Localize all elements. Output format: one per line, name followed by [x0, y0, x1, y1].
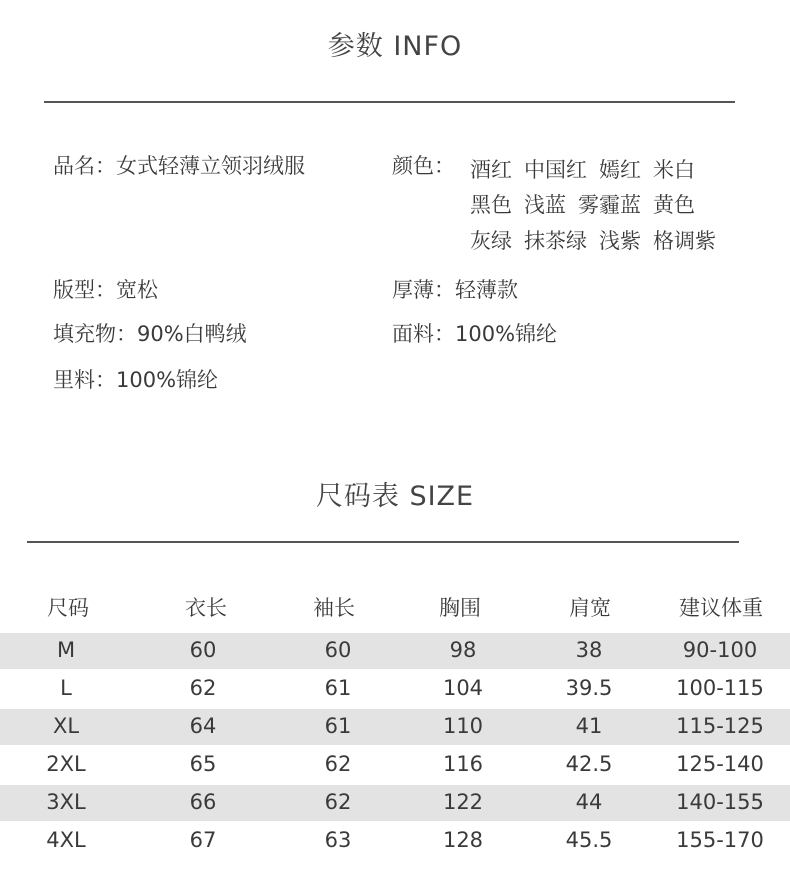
table-row-stripe [0, 785, 790, 821]
table-cell-size: 4XL [46, 828, 86, 852]
info-divider [44, 101, 735, 103]
color-item: 雾霾蓝 [578, 193, 641, 217]
spec-lining-value: 100%锦纶 [116, 368, 219, 392]
size-header-weight: 建议体重 [679, 596, 763, 620]
spec-filling [53, 316, 247, 352]
table-cell-shoulder: 38 [575, 638, 603, 662]
size-title: 尺码表 SIZE [315, 481, 475, 512]
color-item: 黑色 [470, 193, 512, 217]
color-item: 浅紫 [599, 229, 641, 253]
size-header-size: 尺码 [47, 596, 89, 620]
spec-name-label: 品名： [53, 154, 116, 178]
spec-fit-value: 宽松 [116, 278, 158, 302]
table-cell-size: L [60, 676, 72, 700]
table-cell-shoulder: 45.5 [565, 828, 613, 852]
spec-thickness-label: 厚薄： [392, 278, 455, 302]
table-cell-chest: 104 [442, 676, 484, 700]
spec-fabric-value: 100%锦纶 [455, 322, 558, 346]
table-cell-chest: 116 [442, 752, 484, 776]
spec-fit-label: 版型： [53, 278, 116, 302]
table-cell-size: 3XL [46, 790, 86, 814]
table-cell-weight: 100-115 [676, 676, 764, 700]
table-cell-length: 67 [189, 828, 217, 852]
table-cell-weight: 90-100 [682, 638, 758, 662]
spec-filling-label: 填充物： [53, 322, 137, 346]
table-cell-length: 66 [189, 790, 217, 814]
table-cell-length: 64 [189, 714, 217, 738]
table-cell-sleeve: 62 [324, 752, 352, 776]
table-cell-weight: 115-125 [676, 714, 764, 738]
table-cell-chest: 122 [442, 790, 484, 814]
table-row-stripe [0, 633, 790, 669]
spec-thickness-value: 轻薄款 [455, 278, 518, 302]
spec-name-value: 女式轻薄立领羽绒服 [116, 154, 305, 178]
table-cell-sleeve: 61 [324, 714, 352, 738]
size-header-chest: 胸围 [439, 596, 481, 620]
table-cell-weight: 155-170 [676, 828, 764, 852]
color-item: 格调紫 [653, 229, 716, 253]
color-item: 灰绿 [470, 229, 512, 253]
color-item: 米白 [653, 158, 695, 182]
spec-fabric-label: 面料： [392, 322, 455, 346]
spec-filling-value: 90%白鸭绒 [137, 322, 247, 346]
table-cell-length: 60 [189, 638, 217, 662]
size-header-shoulder: 肩宽 [569, 596, 611, 620]
color-line-1 [470, 154, 707, 184]
color-line-2 [470, 189, 707, 219]
spec-color-label: 颜色： [392, 154, 455, 178]
table-cell-sleeve: 62 [324, 790, 352, 814]
table-cell-shoulder: 39.5 [565, 676, 613, 700]
color-item: 浅蓝 [524, 193, 566, 217]
table-cell-sleeve: 61 [324, 676, 352, 700]
table-row-stripe [0, 709, 790, 745]
table-cell-shoulder: 44 [575, 790, 603, 814]
color-item: 黄色 [653, 193, 695, 217]
table-cell-chest: 128 [442, 828, 484, 852]
table-cell-size: XL [52, 714, 80, 738]
spec-thickness [392, 272, 518, 308]
table-cell-shoulder: 42.5 [565, 752, 613, 776]
table-cell-chest: 110 [442, 714, 484, 738]
color-item: 抹茶绿 [524, 229, 587, 253]
table-cell-length: 65 [189, 752, 217, 776]
table-cell-size: 2XL [46, 752, 86, 776]
table-cell-chest: 98 [449, 638, 477, 662]
info-title: 参数 INFO [327, 31, 463, 62]
table-cell-length: 62 [189, 676, 217, 700]
size-header-length: 衣长 [185, 596, 227, 620]
table-cell-weight: 140-155 [676, 790, 764, 814]
spec-fabric [392, 316, 557, 352]
color-item: 酒红 [470, 158, 512, 182]
spec-name [53, 148, 305, 184]
table-cell-weight: 125-140 [676, 752, 764, 776]
spec-fit [53, 272, 158, 308]
color-item: 中国红 [524, 158, 587, 182]
color-line-3 [470, 225, 728, 255]
size-divider [27, 541, 739, 543]
spec-lining [53, 362, 218, 398]
table-cell-shoulder: 41 [575, 714, 603, 738]
size-header-sleeve: 袖长 [313, 596, 355, 620]
spec-lining-label: 里料： [53, 368, 116, 392]
table-cell-sleeve: 63 [324, 828, 352, 852]
table-cell-sleeve: 60 [324, 638, 352, 662]
color-item: 嫣红 [599, 158, 641, 182]
table-cell-size: M [56, 638, 76, 662]
